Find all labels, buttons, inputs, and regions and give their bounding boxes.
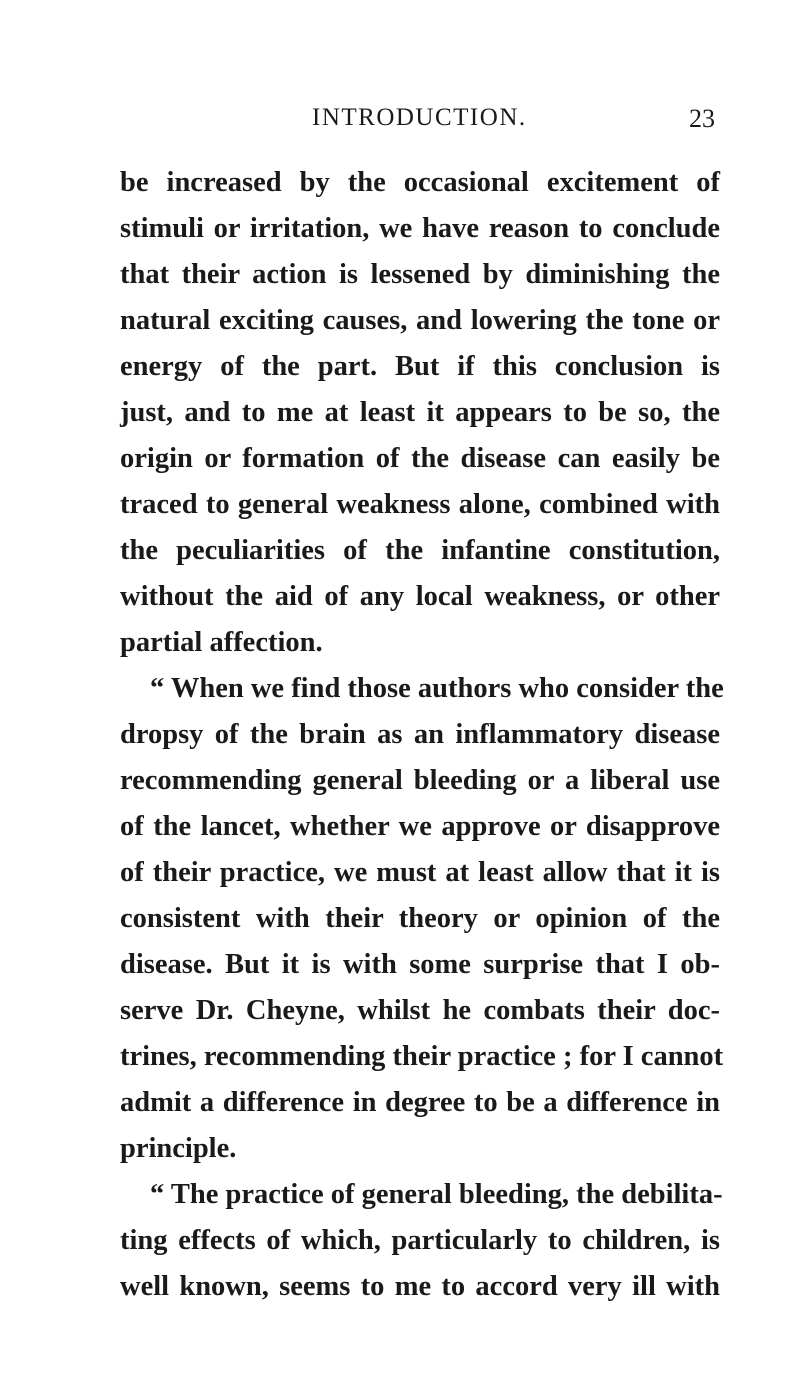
text-line: just, and to me at least it appears to be so, the <box>120 397 720 428</box>
body-text <box>120 160 724 1310</box>
text-line: disease. But it is with some surprise that I ob- <box>120 949 720 980</box>
text-line: be increased by the occasional excitement of <box>120 167 720 198</box>
text-line: principle. <box>120 1133 237 1164</box>
text-line: recommending general bleeding or a liberal use <box>120 765 720 796</box>
text-line: admit a difference in degree to be a difference in <box>120 1087 720 1118</box>
text-line: that their action is lessened by diminishing the <box>120 259 720 290</box>
text-line: dropsy of the brain as an inflammatory disease <box>120 719 720 750</box>
text-line: consistent with their theory or opinion of the <box>120 903 720 934</box>
running-head <box>120 104 720 144</box>
text-line: the peculiarities of the infantine constitution, <box>120 535 720 566</box>
text-line: origin or formation of the disease can easily be <box>120 443 720 474</box>
text-line: well known, seems to me to accord very ill with <box>120 1271 720 1302</box>
text-line: “ The practice of general bleeding, the debilita- <box>150 1179 723 1210</box>
text-line: partial affection. <box>120 627 323 658</box>
text-line: trines, recommending their practice ; for I cannot <box>120 1041 724 1072</box>
text-line: serve Dr. Cheyne, whilst he combats their doc- <box>120 995 720 1026</box>
text-line: natural exciting causes, and lowering the tone or <box>120 305 720 336</box>
page-number: 23 <box>689 104 715 133</box>
text-line: of the lancet, whether we approve or disapprove <box>120 811 720 842</box>
running-title: INTRODUCTION. <box>312 104 527 131</box>
text-line: traced to general weakness alone, combined with <box>120 489 720 520</box>
text-line: energy of the part. But if this conclusion is <box>120 351 720 382</box>
text-line: “ When we find those authors who consider the <box>150 673 724 704</box>
text-line: stimuli or irritation, we have reason to conclude <box>120 213 720 244</box>
text-line: without the aid of any local weakness, or other <box>120 581 720 612</box>
text-line: ting effects of which, particularly to children, is <box>120 1225 720 1256</box>
text-line: of their practice, we must at least allow that it is <box>120 857 720 888</box>
